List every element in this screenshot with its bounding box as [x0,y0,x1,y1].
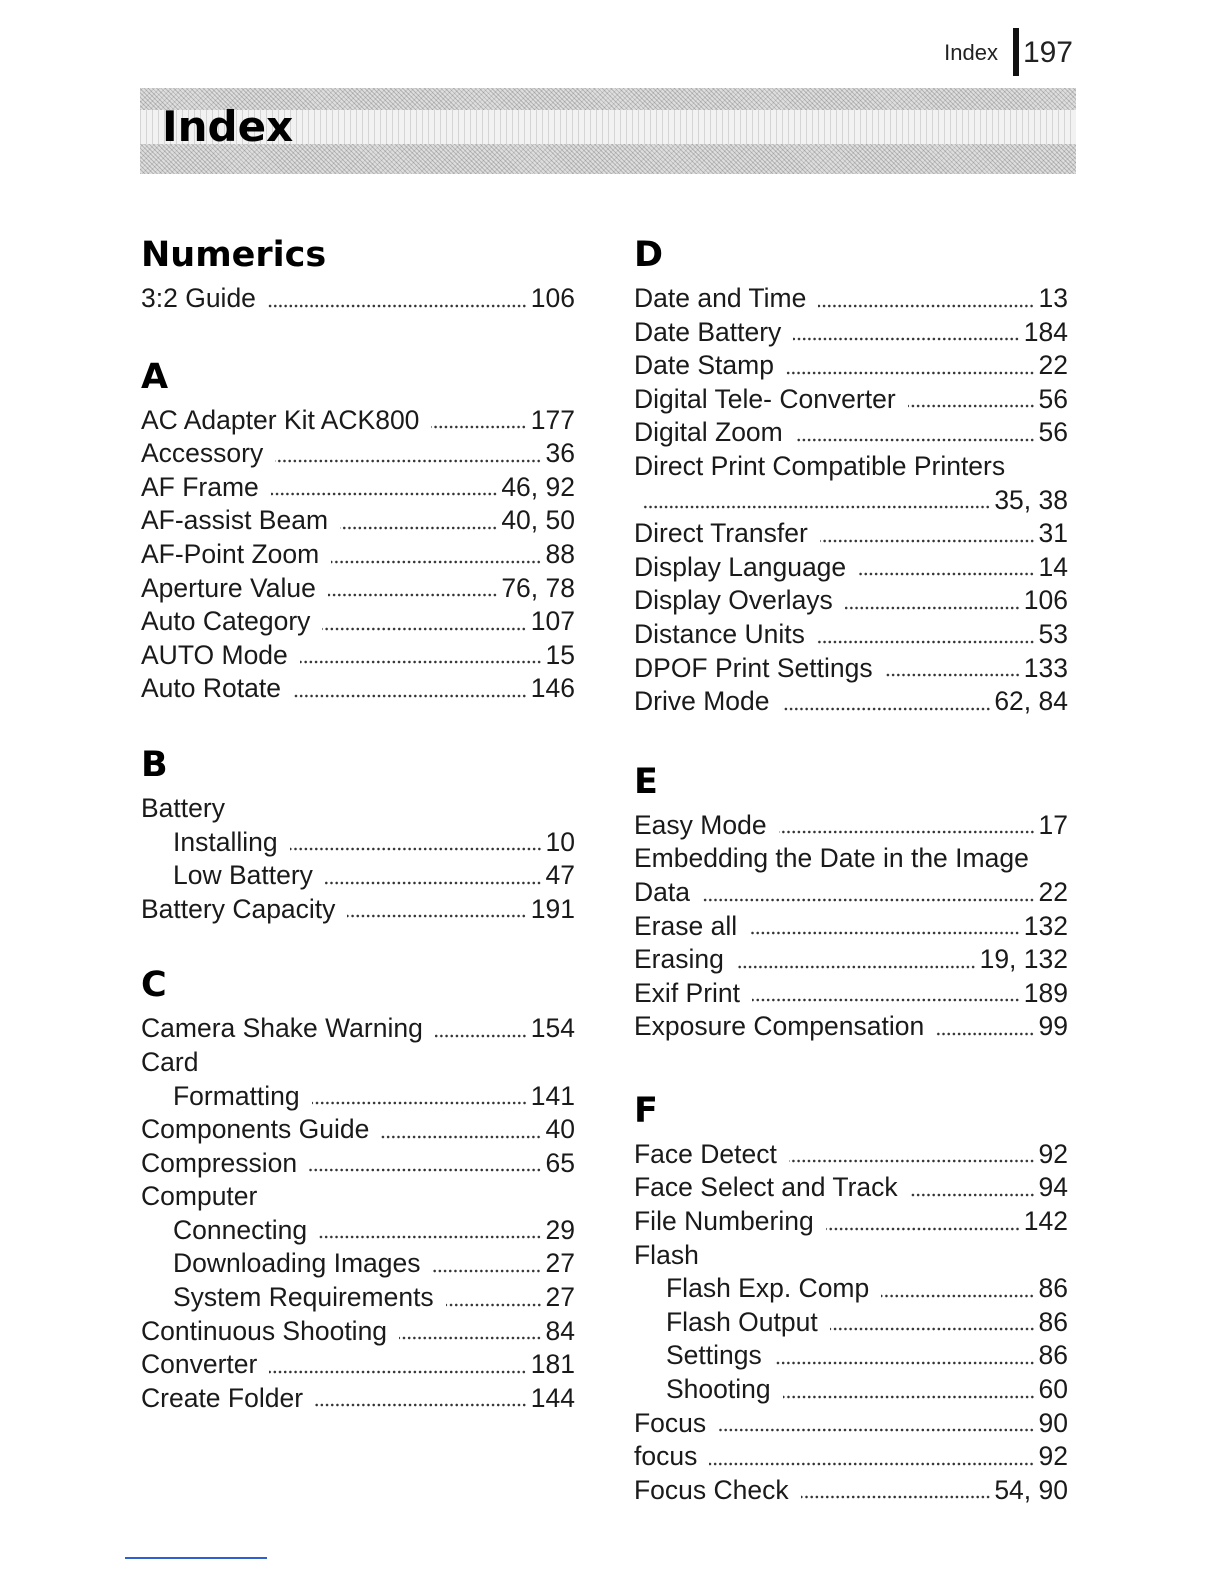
dot-leader [315,1387,527,1407]
index-entry [141,1348,575,1382]
dot-leader [275,443,541,463]
entry-term: AF Frame [141,471,259,502]
section-heading: E [634,761,658,802]
entry-term: AC Adapter Kit ACK800 [141,404,420,435]
index-subentry [634,1373,1068,1407]
index-entry [634,584,1068,618]
entry-term: Direct Transfer [634,518,808,549]
page-reference: 65 [545,1147,575,1178]
dot-leader [435,1018,527,1038]
index-entry [141,1113,575,1147]
dot-leader [830,1311,1035,1331]
entry-term: Battery [141,792,225,823]
page-reference: 54, 90 [994,1474,1068,1505]
index-subentry [634,1339,1068,1373]
dot-leader [325,865,542,885]
dot-leader [786,355,1035,375]
page-reference: 107 [530,606,575,637]
index-subentry [634,1306,1068,1340]
entry-term: Embedding the Date in the Image [634,843,1029,874]
page-reference: 40 [545,1114,575,1145]
index-section-numerics [141,232,575,316]
entry-term: focus [634,1441,698,1472]
page-reference: 17 [1038,809,1068,840]
page-reference: 10 [545,826,575,857]
entry-term: Erasing [634,944,724,975]
section-heading: D [634,235,664,275]
page-reference: 142 [1023,1206,1068,1237]
index-entry [141,1382,575,1416]
entry-term: Formatting [173,1080,300,1111]
dot-leader [642,489,990,509]
page-reference: 94 [1038,1172,1068,1203]
index-entry [634,517,1068,551]
index-entry [634,450,1068,484]
entry-term: System Requirements [173,1282,434,1313]
page-reference: 181 [530,1349,575,1380]
index-entry [141,893,575,927]
dot-leader [271,476,498,496]
page-reference: 177 [530,404,575,435]
header-divider [1013,28,1019,76]
index-subentry [141,1247,575,1281]
index-entry [634,1474,1068,1508]
index-entry [634,1205,1068,1239]
dot-leader [910,1177,1035,1197]
dot-leader [340,510,497,530]
dot-leader [752,982,1020,1002]
page-header [900,28,1076,78]
index-entry [141,471,575,505]
dot-leader [702,882,1035,902]
page-title: Index [162,102,294,151]
index-entry [141,1147,575,1181]
entry-term: Settings [666,1340,762,1371]
page-reference: 133 [1023,652,1068,683]
entry-term: Drive Mode [634,686,770,717]
page-reference: 35, 38 [994,484,1068,515]
index-entry [634,652,1068,686]
entry-term: Date Stamp [634,350,774,381]
page-reference: 86 [1038,1340,1068,1371]
page-reference: 88 [545,538,575,569]
page-reference: 60 [1038,1374,1068,1405]
dot-leader [446,1287,542,1307]
page-reference: 36 [545,438,575,469]
dot-leader [817,624,1035,644]
section-heading: F [634,1090,658,1131]
entry-term: Components Guide [141,1114,370,1145]
index-entry [634,383,1068,417]
page-reference: 86 [1038,1273,1068,1304]
index-subentry [141,826,575,860]
index-entry [634,943,1068,977]
entry-term: AUTO Mode [141,639,288,670]
dot-leader [431,409,526,429]
dot-leader [789,1143,1035,1163]
index-section-c [141,962,575,1415]
index-entry [141,282,575,316]
dot-leader [845,590,1020,610]
page-reference: 29 [545,1214,575,1245]
dot-leader [319,1219,541,1239]
dot-leader [774,1345,1035,1365]
index-entry [634,1239,1068,1273]
page-reference: 62, 84 [994,686,1068,717]
index-entry [634,551,1068,585]
page-reference: 86 [1038,1306,1068,1337]
entry-term: Battery Capacity [141,893,336,924]
dot-leader [709,1446,1034,1466]
entry-term: File Numbering [634,1206,814,1237]
index-subentry [141,1080,575,1114]
entry-term: Computer [141,1181,258,1212]
entry-term: Flash [634,1239,699,1270]
page-reference: 56 [1038,383,1068,414]
entry-term: Data [634,876,690,907]
index-entry [634,618,1068,652]
index-entry [634,484,1068,518]
page-reference: 106 [1023,585,1068,616]
page-reference: 22 [1038,350,1068,381]
entry-term: Erase all [634,910,738,941]
dot-leader [885,657,1020,677]
index-entry [141,1012,575,1046]
index-entry [141,672,575,706]
page-reference: 184 [1023,316,1068,347]
index-section-f [634,1088,1068,1508]
entry-term: Face Detect [634,1138,777,1169]
entry-term: Direct Print Compatible Printers [634,450,1006,481]
dot-leader [749,915,1020,935]
index-section-e [634,759,1068,1044]
index-entry [634,876,1068,910]
entry-term: Flash Exp. Comp [666,1273,870,1304]
dot-leader [818,288,1034,308]
index-column-right [634,232,1068,1507]
entry-term: Digital Zoom [634,417,783,448]
page-reference: 53 [1038,618,1068,649]
entry-term: Converter [141,1349,258,1380]
index-entry [141,572,575,606]
dot-leader [399,1320,541,1340]
footer-rule [125,1557,267,1559]
page-reference: 27 [545,1282,575,1313]
page-reference: 19, 132 [979,944,1068,975]
entry-term: AF-assist Beam [141,505,329,536]
entry-term: Shooting [666,1374,771,1405]
index-subentry [634,1272,1068,1306]
entry-term: Date Battery [634,316,782,347]
page-reference: 47 [545,860,575,891]
dot-leader [293,678,527,698]
page-reference: 141 [530,1080,575,1111]
page-reference: 106 [530,283,575,313]
index-entry [141,639,575,673]
index-section-d [634,232,1068,719]
page-reference: 56 [1038,417,1068,448]
page-reference: 31 [1038,518,1068,549]
page-reference: 13 [1038,283,1068,313]
index-section-b [141,742,575,926]
index-entry [141,437,575,471]
running-header-label: Index [944,40,998,65]
page-reference: 15 [545,639,575,670]
page-reference: 40, 50 [501,505,575,536]
entry-term: Exposure Compensation [634,1011,925,1042]
entry-term: Installing [173,826,278,857]
index-entry [634,1138,1068,1172]
entry-term: Focus [634,1407,707,1438]
dot-leader [300,644,542,664]
section-heading: Numerics [141,235,327,275]
dot-leader [782,691,991,711]
page-number: 197 [1022,36,1073,69]
index-entry [634,1010,1068,1044]
section-heading: A [141,356,169,397]
page-reference: 191 [530,893,575,924]
index-entry [634,1407,1068,1441]
index-entry [634,349,1068,383]
dot-leader [269,1354,526,1374]
index-entry [141,792,575,826]
dot-leader [936,1016,1034,1036]
index-entry [634,809,1068,843]
page-reference: 154 [530,1013,575,1044]
page-reference: 189 [1023,977,1068,1008]
page-reference: 27 [545,1248,575,1279]
index-entry [634,1171,1068,1205]
dot-leader [381,1119,541,1139]
dot-leader [328,577,498,597]
dot-leader [881,1278,1034,1298]
index-entry [634,977,1068,1011]
index-entry [634,685,1068,719]
entry-term: Exif Print [634,977,741,1008]
dot-leader [312,1085,527,1105]
dot-leader [432,1253,541,1273]
dot-leader [309,1152,541,1172]
entry-term: Low Battery [173,860,313,891]
entry-term: AF-Point Zoom [141,538,320,569]
page-reference: 92 [1038,1441,1068,1472]
entry-term: Distance Units [634,618,805,649]
index-subentry [141,859,575,893]
entry-term: Compression [141,1147,298,1178]
page-reference: 76, 78 [501,572,575,603]
index-entry [634,910,1068,944]
index-entry [634,316,1068,350]
index-entry [141,605,575,639]
dot-leader [908,388,1035,408]
index-column-left [141,232,575,1415]
page-reference: 84 [545,1315,575,1346]
index-entry [141,1315,575,1349]
page-reference: 146 [530,673,575,704]
entry-term: Display Language [634,551,847,582]
index-entry [634,282,1068,316]
entry-term: Accessory [141,438,264,469]
entry-term: Create Folder [141,1382,304,1413]
dot-leader [736,949,976,969]
dot-leader [290,831,542,851]
section-heading: C [141,965,167,1006]
page-reference: 92 [1038,1138,1068,1169]
dot-leader [347,898,526,918]
entry-term: Flash Output [666,1306,818,1337]
dot-leader [783,1379,1035,1399]
entry-term: Focus Check [634,1474,789,1505]
dot-leader [793,321,1019,341]
index-entry [141,538,575,572]
entry-term: Aperture Value [141,572,316,603]
dot-leader [820,523,1035,543]
entry-term: Easy Mode [634,809,767,840]
page-reference: 14 [1038,551,1068,582]
section-heading: B [141,744,168,785]
entry-term: Connecting [173,1214,308,1245]
dot-leader [268,288,527,308]
entry-term: Card [141,1046,199,1077]
index-section-a [141,354,575,706]
index-subentry [141,1214,575,1248]
entry-term: Digital Tele- Converter [634,383,896,414]
dot-leader [718,1412,1034,1432]
index-banner [140,88,1076,174]
dot-leader [795,422,1035,442]
page-reference: 99 [1038,1011,1068,1042]
entry-term: Downloading Images [173,1248,421,1279]
index-entry [141,404,575,438]
dot-leader [801,1479,991,1499]
index-entry [634,416,1068,450]
entry-term: DPOF Print Settings [634,652,873,683]
page-reference: 46, 92 [501,471,575,502]
index-subentry [141,1281,575,1315]
index-entry [141,1046,575,1080]
dot-leader [331,544,541,564]
page-reference: 22 [1038,876,1068,907]
entry-term: Camera Shake Warning [141,1013,423,1044]
dot-leader [826,1211,1020,1231]
entry-term: 3:2 Guide [141,283,256,313]
page-reference: 144 [530,1382,575,1413]
entry-term: Auto Rotate [141,673,281,704]
entry-term: Date and Time [634,283,807,313]
entry-term: Display Overlays [634,585,833,616]
page-reference: 132 [1023,910,1068,941]
index-entry [141,504,575,538]
dot-leader [779,814,1035,834]
index-entry [141,1180,575,1214]
dot-leader [858,556,1034,576]
index-entry [634,1440,1068,1474]
entry-term: Auto Category [141,606,311,637]
entry-term: Face Select and Track [634,1172,898,1203]
index-entry [634,842,1068,876]
entry-term: Continuous Shooting [141,1315,388,1346]
dot-leader [322,611,526,631]
page-reference: 90 [1038,1407,1068,1438]
